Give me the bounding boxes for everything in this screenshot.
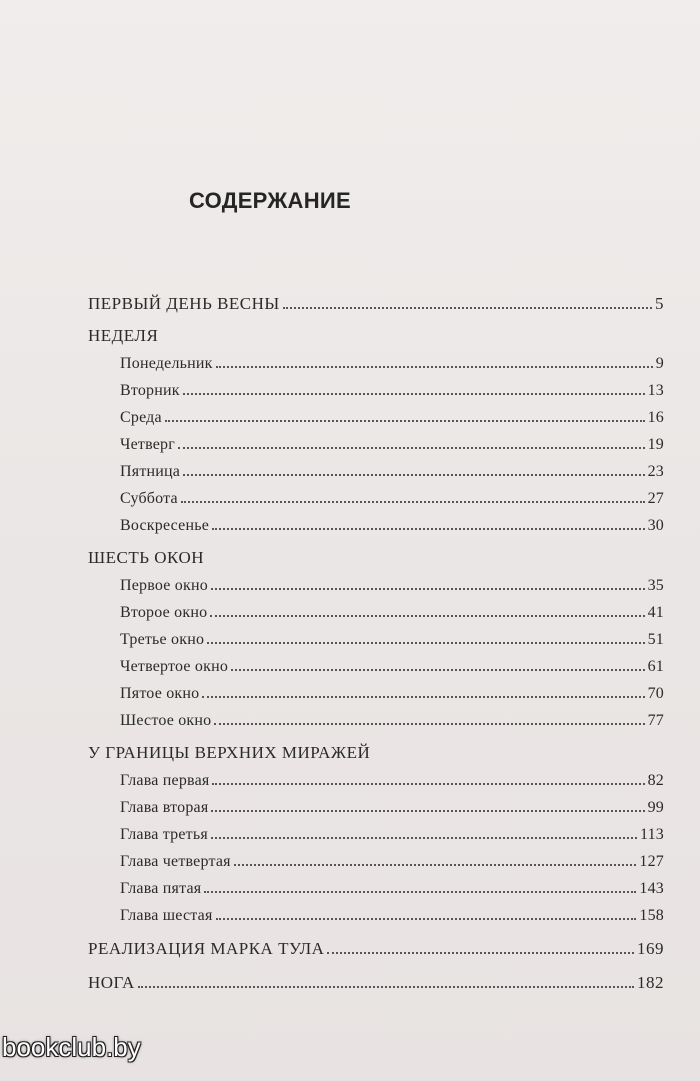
toc-entry xyxy=(0,799,700,817)
toc-entry-label: РЕАЛИЗАЦИЯ МАРКА ТУЛА xyxy=(88,939,325,958)
toc-entry-page: 82 xyxy=(647,772,664,789)
toc-entry xyxy=(0,490,700,508)
toc-entry-label: Воскресенье xyxy=(120,517,210,534)
toc-entry-page: 35 xyxy=(647,577,664,594)
toc-entry-page: 9 xyxy=(655,355,664,372)
toc-entry-label: Среда xyxy=(120,409,162,426)
toc-entry-label: Шестое окно xyxy=(120,712,212,729)
dot-leader xyxy=(327,951,634,954)
dot-leader xyxy=(212,782,644,785)
dot-leader xyxy=(216,365,653,368)
toc-entry xyxy=(0,658,700,676)
toc-entry xyxy=(0,712,700,730)
toc-entry-label: Четвертое окно xyxy=(120,658,229,675)
toc-entry xyxy=(0,826,700,844)
toc-entry xyxy=(0,463,700,481)
toc-entry-label: Пятница xyxy=(120,463,181,480)
toc-entry-label: Четверг xyxy=(120,436,176,453)
toc-entry xyxy=(0,631,700,649)
toc-entry xyxy=(0,907,700,925)
section-heading-windows: ШЕСТЬ ОКОН xyxy=(88,548,205,567)
toc-entry-label: Глава четвертая xyxy=(120,853,231,870)
toc-entry xyxy=(0,853,700,871)
toc-entry-page: 182 xyxy=(637,973,664,992)
dot-leader xyxy=(211,809,644,812)
toc-entry-page: 51 xyxy=(647,631,664,648)
toc-entry-page: 99 xyxy=(647,799,664,816)
toc-entry xyxy=(0,880,700,898)
dot-leader xyxy=(178,446,645,449)
toc-entry-page: 158 xyxy=(639,907,664,924)
toc-entry-first-day xyxy=(0,294,700,314)
toc-entry-label: Первое окно xyxy=(120,577,208,594)
toc-entry-label: Второе окно xyxy=(120,604,208,621)
toc-entry-label: Глава пятая xyxy=(120,880,202,897)
dot-leader xyxy=(211,587,645,590)
toc-entry xyxy=(0,517,700,535)
toc-entry-page: 27 xyxy=(647,490,664,507)
dot-leader xyxy=(207,641,644,644)
toc-entry-label: Вторник xyxy=(120,382,180,399)
toc-entry-label: Третье окно xyxy=(120,631,205,648)
dot-leader xyxy=(210,614,644,617)
toc-entry-page: 23 xyxy=(647,463,664,480)
toc-entry xyxy=(0,355,700,373)
toc-entry-label: Глава вторая xyxy=(120,799,209,816)
dot-leader xyxy=(234,863,637,866)
toc-entry-label: Глава третья xyxy=(120,826,208,843)
toc-entry-page: 16 xyxy=(647,409,664,426)
dot-leader xyxy=(211,836,637,839)
toc-entry-label: Глава первая xyxy=(120,772,210,789)
toc-entry xyxy=(0,436,700,454)
dot-leader xyxy=(181,500,645,503)
toc-entry xyxy=(0,604,700,622)
toc-entry-page: 143 xyxy=(639,880,664,897)
dot-leader xyxy=(216,917,637,920)
toc-entry xyxy=(0,409,700,427)
toc-entry-leg xyxy=(0,973,700,993)
toc-entry-label: Пятое окно xyxy=(120,685,200,702)
dot-leader xyxy=(138,985,634,988)
toc-entry-page: 30 xyxy=(647,517,664,534)
toc-entry-label: Понедельник xyxy=(120,355,213,372)
page-title: СОДЕРЖАНИЕ xyxy=(188,188,352,213)
toc-entry-page: 113 xyxy=(639,826,664,843)
toc-entry-realization xyxy=(0,939,700,959)
toc-entry xyxy=(0,685,700,703)
toc-entry xyxy=(0,577,700,595)
toc-entry-label: НОГА xyxy=(88,973,135,992)
dot-leader xyxy=(214,722,644,725)
dot-leader xyxy=(283,306,652,309)
toc-entry-label: Суббота xyxy=(120,490,178,507)
dot-leader xyxy=(231,668,645,671)
dot-leader xyxy=(212,527,645,530)
watermark: bookclub.by xyxy=(2,1032,141,1062)
toc-entry-page: 70 xyxy=(647,685,664,702)
section-heading-week: НЕДЕЛЯ xyxy=(88,326,159,345)
section-heading-mirages: У ГРАНИЦЫ ВЕРХНИХ МИРАЖЕЙ xyxy=(88,743,371,762)
dot-leader xyxy=(204,890,636,893)
dot-leader xyxy=(202,695,644,698)
dot-leader xyxy=(165,419,645,422)
toc-entry xyxy=(0,772,700,790)
toc-entry-label: ПЕРВЫЙ ДЕНЬ ВЕСНЫ xyxy=(88,294,280,313)
toc-entry-page: 77 xyxy=(647,712,664,729)
dot-leader xyxy=(183,392,645,395)
toc-entry-page: 13 xyxy=(647,382,664,399)
toc-entry-label: Глава шестая xyxy=(120,907,213,924)
toc-entry-page: 19 xyxy=(647,436,664,453)
toc-entry-page: 41 xyxy=(647,604,664,621)
toc-entry-page: 61 xyxy=(647,658,664,675)
toc-entry xyxy=(0,382,700,400)
toc-entry-page: 5 xyxy=(655,294,664,313)
dot-leader xyxy=(183,473,644,476)
toc-entry-page: 127 xyxy=(639,853,664,870)
toc-entry-page: 169 xyxy=(637,939,664,958)
